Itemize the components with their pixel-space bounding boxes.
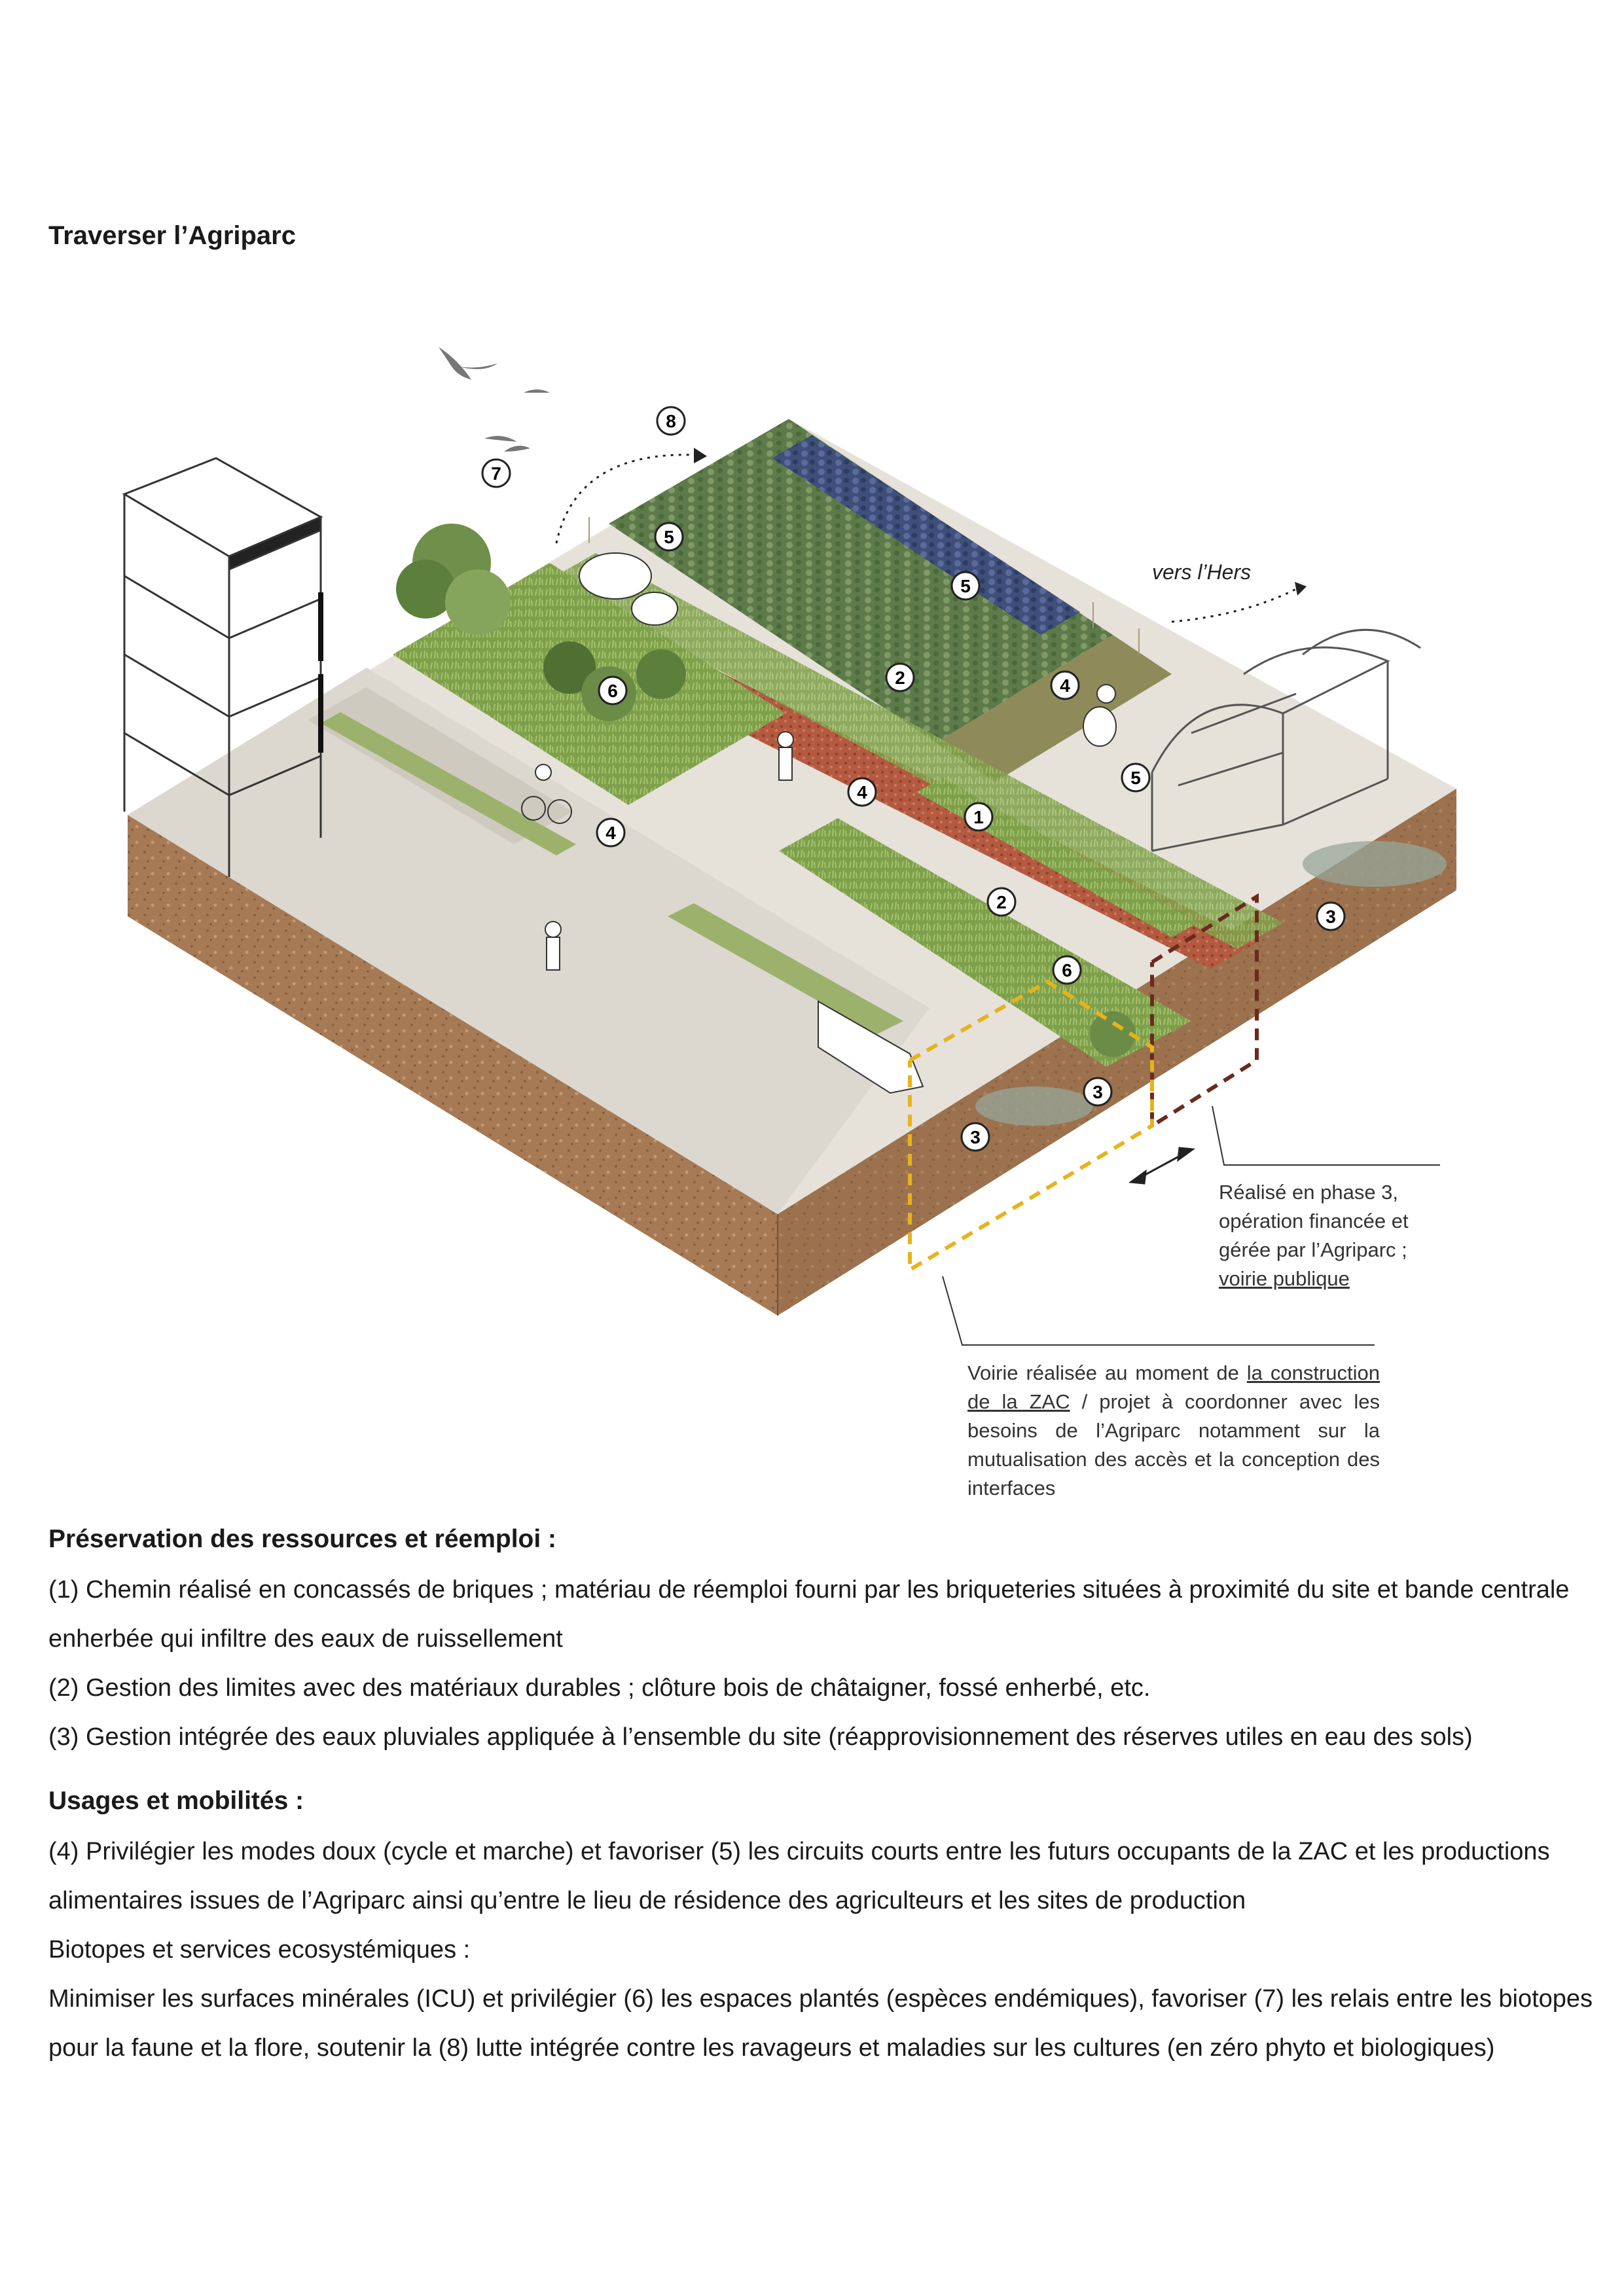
marker-4a [1051,672,1079,699]
svg-text:3: 3 [1092,1082,1103,1102]
leader-phase3 [1212,1106,1440,1165]
section-preservation [48,1520,1593,1762]
section-usages-item-3: Minimiser les surfaces minérales (ICU) et privilégier (6) les espaces plantés (espèces endémiques), favoriser (7) les relais entre les biotopes pour la faune et la flore, soutenir la (8) lutte intégrée contre les ravageurs et maladies sur les cultures (en zéro phyto et biologiques) [48,1985,1593,2062]
birds [439,347,550,452]
marker-5b [952,572,979,600]
svg-text:8: 8 [666,411,676,431]
arrow-head-top [694,448,707,463]
top-surface [128,419,1456,1214]
marker-7 [482,459,510,487]
section-preservation-item-1: (1) Chemin réalisé en concassés de briques ; matériau de réemploi fourni par les briqueteries situées à proximité du site et bande centrale enherbée qui infiltre des eaux de ruissellement [48,1576,1570,1653]
callout-phase3: Réalisé en phase 3, opération financée et gérée par l’Agriparc ; voirie publique [1219,1181,1409,1290]
svg-text:6: 6 [607,681,618,701]
svg-text:2: 2 [996,892,1007,912]
marker-1 [965,803,992,831]
marker-2b [988,888,1015,916]
label-vers-hers: vers l’Hers [1152,560,1252,584]
marker-8 [657,407,685,435]
dotted-arrow-hers [1172,589,1296,622]
svg-text:5: 5 [1130,768,1141,788]
section-usages-item-2: Biotopes et services ecosystémiques : [48,1936,471,1964]
svg-text:1: 1 [973,807,984,827]
marker-6b [1053,956,1081,984]
marker-3a [1317,903,1344,930]
section-preservation-item-2: (2) Gestion des limites avec des matériaux durables ; clôture bois de châtaigner, fossé enherbé, etc. [48,1674,1151,1702]
svg-text:5: 5 [960,576,971,596]
svg-text:3: 3 [970,1127,981,1147]
section-usages-heading: Usages et mobilités : [48,1787,304,1815]
marker-5c [1122,764,1149,791]
svg-text:4: 4 [857,782,867,802]
section-preservation-heading: Préservation des ressources et réemploi : [48,1525,557,1553]
marker-4c [597,819,624,846]
section-preservation-item-3: (3) Gestion intégrée des eaux pluviales appliquée à l’ensemble du site (réapprovisionnement des réserves utiles en eau des sols) [48,1723,1473,1751]
section-usages [48,1782,1593,2073]
marker-3b [1084,1078,1111,1105]
svg-text:3: 3 [1326,906,1336,927]
arrow-head-hers [1295,582,1307,596]
svg-text:4: 4 [605,823,616,843]
section-usages-item-1: (4) Privilégier les modes doux (cycle et marche) et favoriser (5) les circuits courts entre les futurs occupants de la ZAC et les productions alimentaires issues de l’Agriparc ainsi qu’entre le lieu de résidence des agriculteurs et les sites de production [48,1838,1550,1914]
svg-text:7: 7 [491,463,501,484]
marker-5a [655,523,683,550]
marker-2a [886,664,914,691]
svg-text:2: 2 [895,668,905,688]
svg-text:5: 5 [664,527,674,547]
callout-zac: Voirie réalisée au moment de la construction de la ZAC / projet à coordonner avec les besoins de l’Agriparc notamment sur la mutualisation des accès et la conception des interfaces [967,1361,1380,1499]
double-arrow [1131,1148,1193,1183]
marker-4b [848,778,876,806]
marker-6a [599,677,626,704]
svg-text:4: 4 [1060,675,1070,696]
svg-text:6: 6 [1062,960,1072,980]
page-title: Traverser l’Agriparc [48,221,296,250]
marker-3c [962,1123,989,1151]
